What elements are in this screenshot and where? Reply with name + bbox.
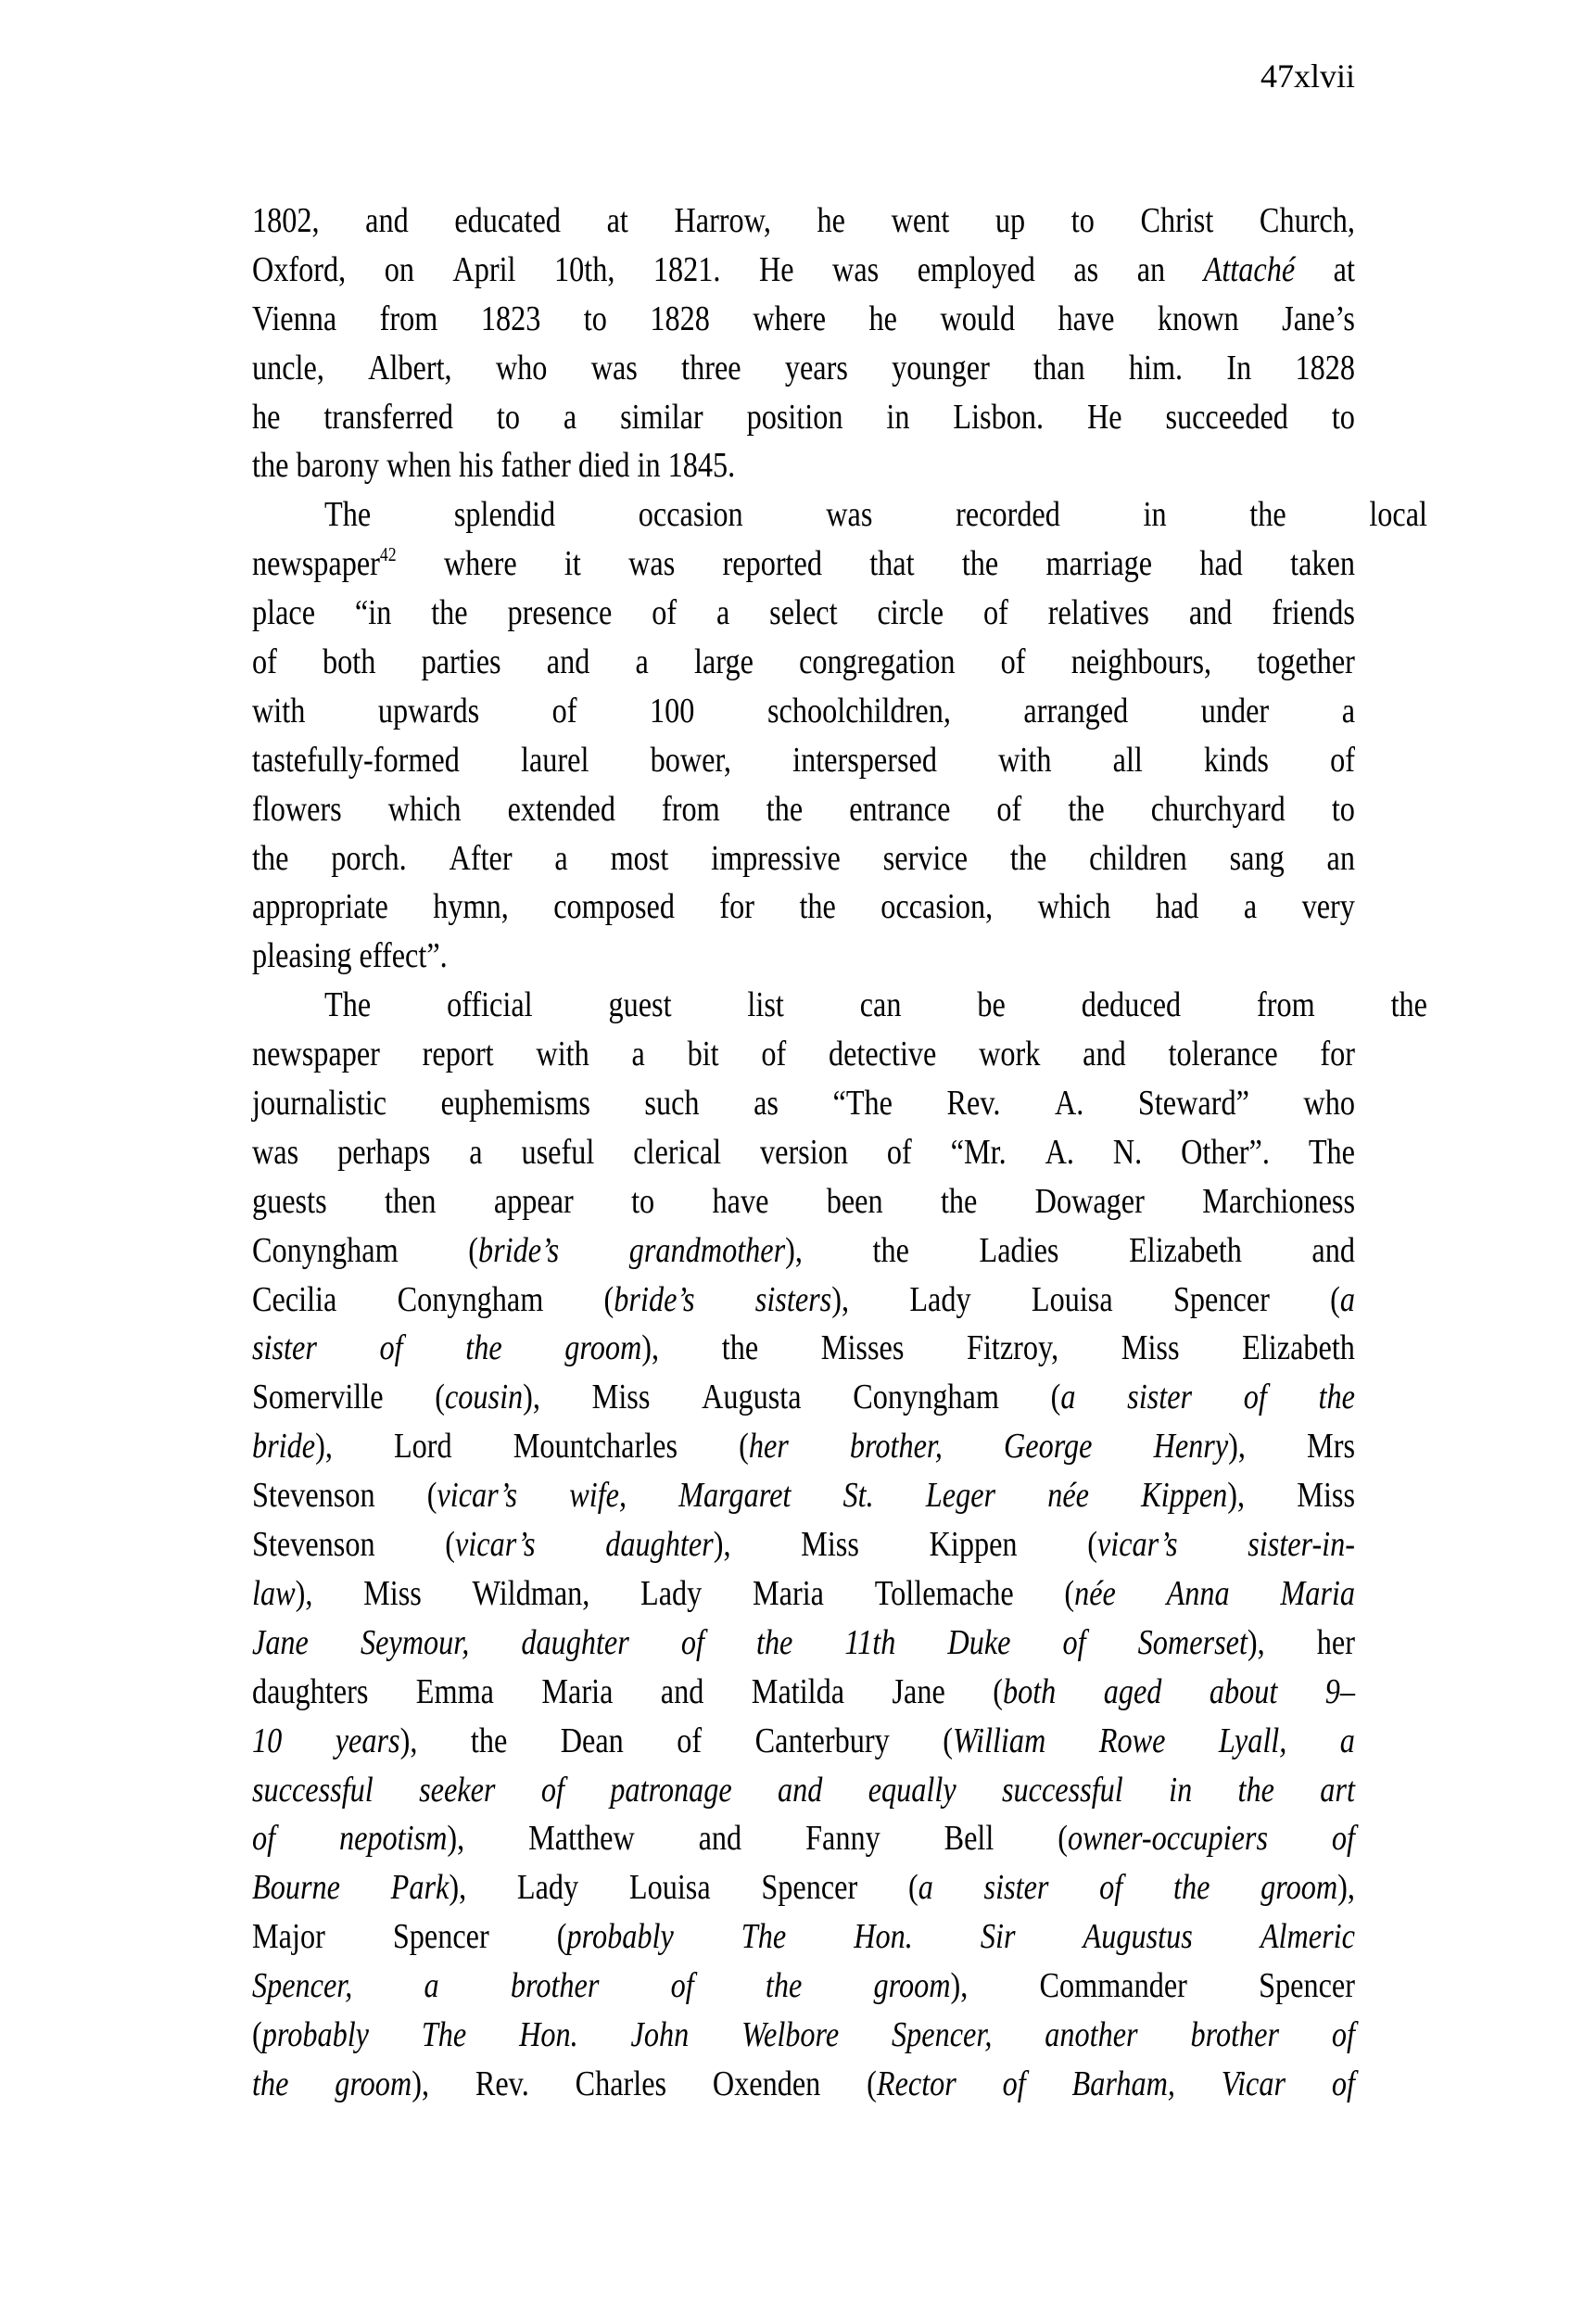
paragraph	[252, 490, 1428, 981]
text-line: successful seeker of patronage and equally successful in the art	[252, 1770, 1355, 1810]
text-line: sister of the groom), the Misses Fitzroy, Miss Elizabeth	[252, 1328, 1355, 1368]
text-line: Conyngham (bride’s grandmother), the Ladies Elizabeth and	[252, 1230, 1355, 1270]
text-line: the porch. After a most impressive service the children sang an	[252, 838, 1355, 878]
text-line: Jane Seymour, daughter of the 11th Duke of Somerset), her	[252, 1622, 1355, 1662]
text-line: Vienna from 1823 to 1828 where he would have known Jane’s	[252, 298, 1355, 338]
text-line: place “in the presence of a select circle of relatives and friends	[252, 593, 1355, 633]
text-line: Stevenson (vicar’s wife, Margaret St. Leger née Kippen), Miss	[252, 1476, 1356, 1516]
body-text	[252, 197, 1428, 2109]
text-line: of nepotism), Matthew and Fanny Bell (owner-occupiers of	[252, 1819, 1356, 1859]
text-line: Stevenson (vicar’s daughter), Miss Kippen (vicar’s sister-in-	[252, 1525, 1356, 1565]
text-line: law), Miss Wildman, Lady Maria Tollemache (née Anna Maria	[252, 1573, 1355, 1613]
text-line: the barony when his father died in 1845.	[252, 446, 736, 486]
text-line: Somerville (cousin), Miss Augusta Conyngham (a sister of the	[252, 1378, 1355, 1417]
text-line: Bourne Park), Lady Louisa Spencer (a sister of the groom),	[252, 1868, 1355, 1908]
text-line: (probably The Hon. John Welbore Spencer, another brother of	[252, 2014, 1355, 2054]
text-line: appropriate hymn, composed for the occasion, which had a very	[252, 887, 1355, 927]
text-line: uncle, Albert, who was three years younger than him. In 1828	[252, 348, 1356, 387]
text-line: he transferred to a similar position in Lisbon. He succeeded to	[252, 397, 1355, 437]
text-line: 1802, and educated at Harrow, he went up to Christ Church,	[252, 201, 1355, 240]
text-line: Oxford, on April 10th, 1821. He was employed as an Attaché at	[252, 249, 1355, 289]
text-line: Major Spencer (probably The Hon. Sir Augustus Almeric	[252, 1917, 1355, 1957]
text-line: The splendid occasion was recorded in the local	[324, 495, 1428, 535]
text-line: pleasing effect”.	[252, 936, 448, 976]
text-line: guests then appear to have been the Dowager Marchioness	[252, 1181, 1355, 1221]
text-line: journalistic euphemisms such as “The Rev. A. Steward” who	[252, 1084, 1355, 1124]
text-line: daughters Emma Maria and Matilda Jane (both aged about 9–	[252, 1671, 1355, 1711]
text-line: the groom), Rev. Charles Oxenden (Rector of Barham, Vicar of	[252, 2064, 1355, 2103]
text-line: Cecilia Conyngham (bride’s sisters), Lady Louisa Spencer (a	[252, 1279, 1355, 1319]
text-line: 10 years), the Dean of Canterbury (William Rowe Lyall, a	[252, 1721, 1355, 1760]
text-line: newspaper$^{42}$ where it was reported that the marriage had taken	[252, 543, 1355, 584]
text-line: tastefully-formed laurel bower, interspersed with all kinds of	[252, 740, 1355, 780]
text-line: Spencer, a brother of the groom), Commander Spencer	[252, 1966, 1355, 2006]
footnote-ref: 42	[379, 543, 397, 566]
page-number: 47xlvii	[1260, 57, 1355, 95]
text-line: newspaper report with a bit of detective work and tolerance for	[252, 1035, 1356, 1074]
paragraph	[252, 981, 1427, 2108]
text-line: of both parties and a large congregation of neighbours, together	[252, 642, 1355, 682]
text-line: flowers which extended from the entrance of the churchyard to	[252, 789, 1355, 829]
paragraph	[252, 197, 1355, 490]
text-line: The official guest list can be deduced from the	[324, 985, 1427, 1025]
text-line: was perhaps a useful clerical version of “Mr. A. N. Other”. The	[252, 1132, 1355, 1172]
text-line: bride), Lord Mountcharles (her brother, George Henry), Mrs	[252, 1427, 1356, 1467]
text-line: with upwards of 100 schoolchildren, arranged under a	[252, 691, 1356, 730]
